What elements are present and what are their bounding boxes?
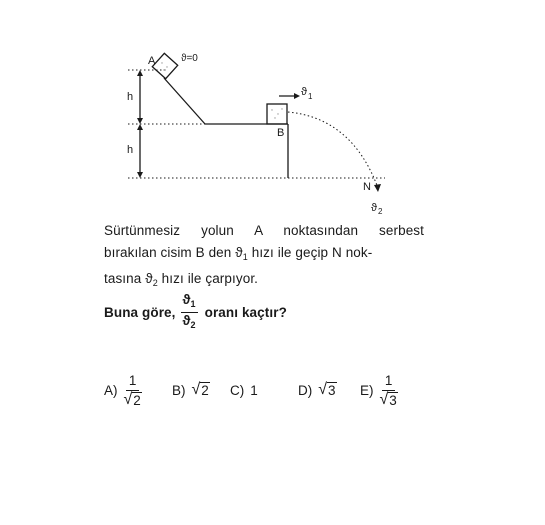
v1-label: ϑ [301,86,308,98]
v1-sub: 1 [308,92,313,101]
velocity-v1-arrowhead [294,93,300,99]
v2-label: ϑ [371,202,378,214]
option-d[interactable]: D) √ 3 [298,381,336,398]
prompt-after: oranı kaçtır? [204,304,287,320]
height-arrow-top-down-head [137,118,143,124]
prompt-before: Buna göre, [104,304,176,320]
question-stem [104,220,424,294]
height-arrow-top-up-head [137,70,143,76]
answer-options [104,368,434,412]
option-e-fraction: 1 √ 3 [379,372,397,408]
option-c[interactable]: C) 1 [230,382,258,398]
option-c-value: 1 [250,382,258,398]
height-arrow-bottom-up-head [137,124,143,130]
option-a-fraction: 1 √ 2 [123,372,141,408]
option-a[interactable]: A) 1 √ 2 [104,372,141,408]
option-b-value: √ 2 [191,381,209,398]
physics-diagram [0,0,545,215]
option-e[interactable]: E) 1 √ 3 [360,372,397,408]
height-arrow-bottom-down-head [137,172,143,178]
block-at-a [152,53,177,78]
velocity-v2-arrowhead [374,184,381,192]
v0-label: ϑ=0 [181,53,198,64]
velocity-ratio-fraction: $\frac{ϑ_1}{ϑ_2}$ [182,292,196,330]
point-b-label: B [277,127,285,139]
incline-track [164,78,205,124]
stem-line-1: Sürtünmesiz yolun A noktasından serbest [104,223,424,238]
option-d-value: √ 3 [318,381,336,398]
stem-line-3: tasına $ϑ_2$ hızı ile çarpıyor. [104,271,259,288]
v2-sub: 2 [378,207,383,215]
block-at-b [267,104,287,124]
point-a-label: A [148,55,156,67]
point-n-label: N [363,181,371,193]
height-bottom-label: h [127,144,134,156]
question-prompt [104,292,287,333]
option-b[interactable]: B) √ 2 [172,381,209,398]
projectile-trajectory [288,112,378,188]
stem-line-2: bırakılan cisim B den $ϑ_1$ hızı ile geçip N nok- [104,245,373,262]
height-top-label: h [127,91,134,103]
